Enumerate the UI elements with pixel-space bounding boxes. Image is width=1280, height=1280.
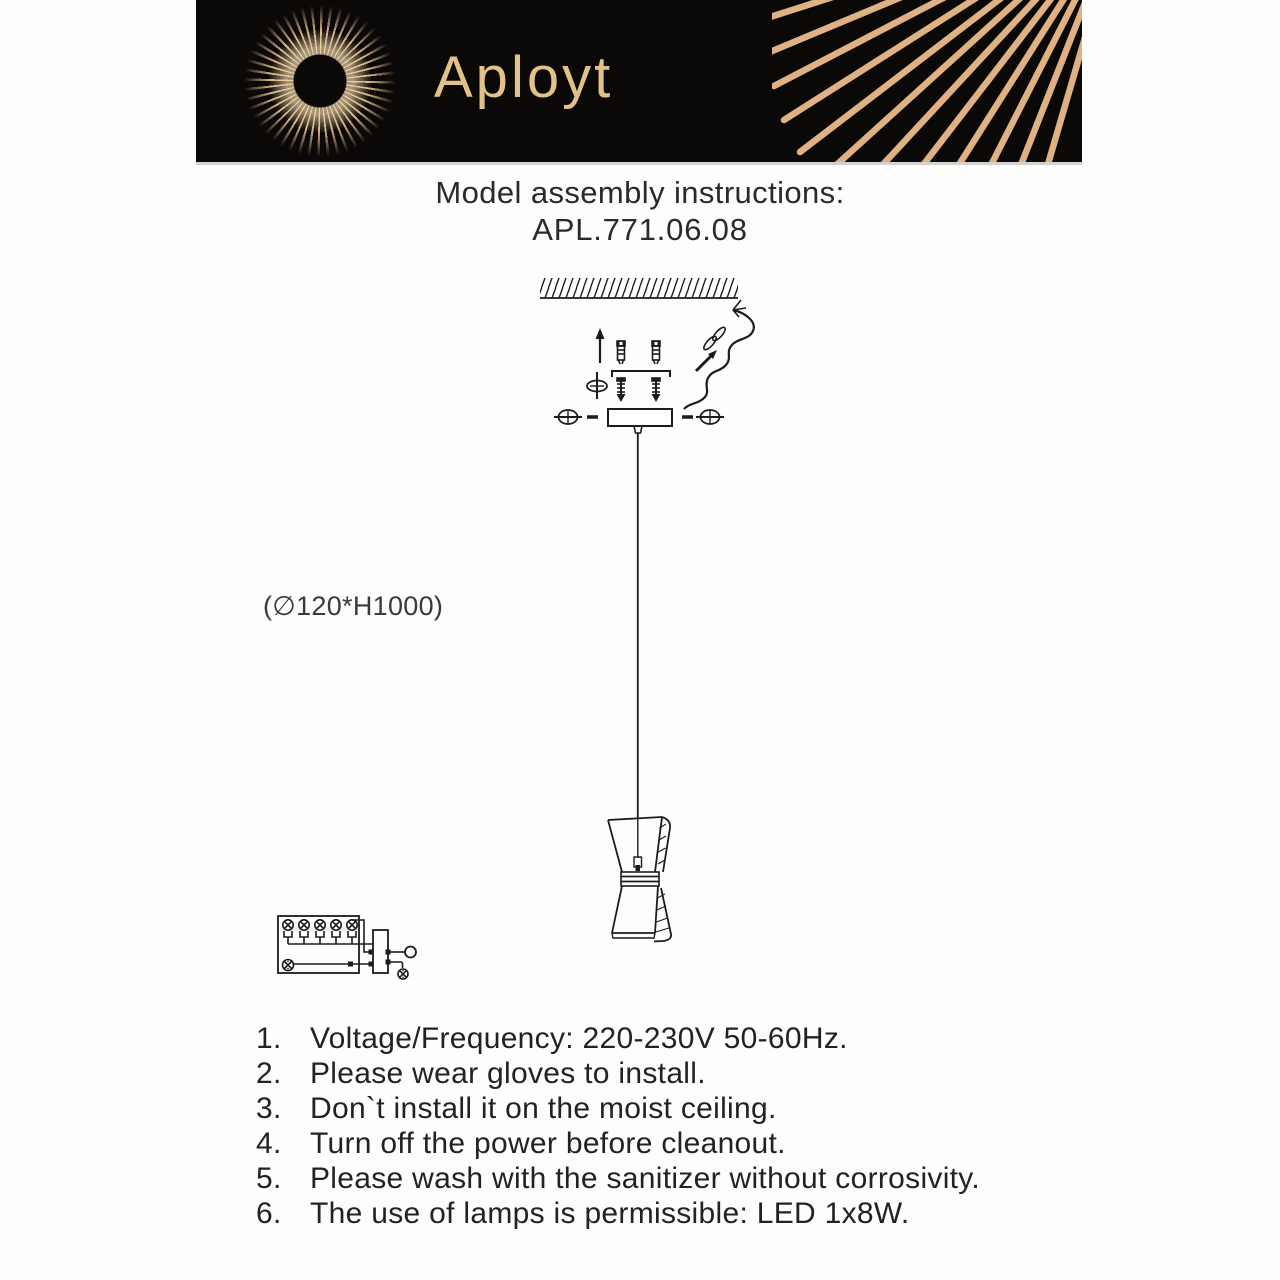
mount-bracket-icon [612,371,670,377]
fixing-screw [398,969,408,979]
wiring-diagram [262,896,430,990]
item-text: Please wash with the sanitizer without corrosivity. [310,1162,981,1195]
item-text: Voltage/Frequency: 220-230V 50-60Hz. [310,1022,848,1055]
item-text: Turn off the power before cleanout. [310,1127,786,1160]
item-number: 2. [256,1057,282,1090]
corner-rays-decoration [772,0,1082,162]
power-cable-icon [684,300,754,409]
dimension-label: (∅120*H1000) [263,591,444,621]
item-number: 5. [256,1162,282,1195]
title-block [0,174,1280,248]
page-title: Model assembly instructions: [435,175,845,210]
rotate-symbol-right-icon [696,410,724,424]
ground-screw [283,960,294,971]
instruction-list [256,1021,1096,1231]
terminal-screws [283,920,357,944]
bus-wire-mid [352,920,373,952]
rotate-symbol-left-icon [554,410,582,424]
screwdriver-rotate-icon [587,372,607,399]
instruction-item [256,1056,1096,1091]
mounting-plate [608,409,672,426]
item-number: 1. [256,1022,282,1055]
pendant-shade [608,817,671,942]
item-number: 3. [256,1092,282,1125]
up-arrow-icon [596,328,605,363]
item-text: Please wear gloves to install. [310,1057,706,1090]
instruction-item [256,1126,1096,1161]
instruction-item [256,1021,1096,1056]
screw-icon [617,378,661,402]
output-wire-screw [391,962,403,968]
assembly-diagram [520,268,780,968]
ring-connector [405,947,416,958]
item-text: The use of lamps is permissible: LED 1x8W. [310,1197,910,1230]
item-text: Don`t install it on the moist ceiling. [310,1092,777,1125]
item-number: 4. [256,1127,282,1160]
item-number: 6. [256,1197,282,1230]
sunburst-logo-icon [241,2,399,160]
instruction-item [256,1161,1096,1196]
instruction-item [256,1196,1096,1231]
wall-anchor-icon [617,341,660,364]
suspension-wire [634,426,642,818]
brand-banner [196,0,1082,165]
brand-wordmark: Aployt [434,45,614,110]
ceiling-hatch-icon [540,278,738,298]
model-code: APL.771.06.08 [532,212,748,247]
instruction-item [256,1091,1096,1126]
